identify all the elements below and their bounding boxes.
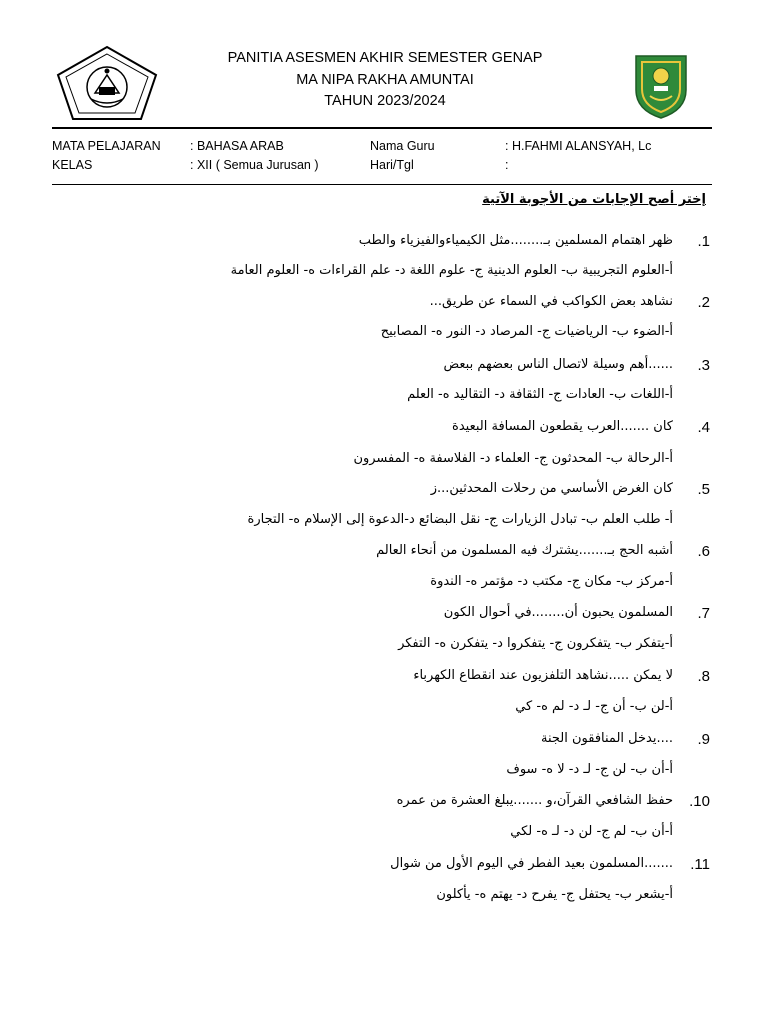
question-number: .6 xyxy=(697,543,710,560)
question-number: .7 xyxy=(697,605,710,622)
instruction-heading: إختر أصح الإجابات من الأجوبة الآتية xyxy=(482,192,706,207)
class-value: : XII ( Semua Jurusan ) xyxy=(190,158,319,172)
question-options: أ-الرحالة ب- المحدثون ج- العلماء د- الفلاسفة ه- المفسرون xyxy=(353,451,673,466)
committee-title: PANITIA ASESMEN AKHIR SEMESTER GENAP xyxy=(227,50,543,66)
question-options: أ-مركز ب- مكان ج- مكتب د- مؤتمر ه- الندوة xyxy=(430,574,673,589)
question-options: أ-لن ب- أن ج- لـ د- لم ه- كي xyxy=(515,699,673,714)
school-name: MA NIPA RAKHA AMUNTAI xyxy=(296,72,474,88)
question-text: لا يمكن .....نشاهد التلفزيون عند انقطاع الكهرباء xyxy=(413,668,673,683)
question-text: حفظ الشافعي القرآن،و .......يبلغ العشرة من عمره xyxy=(396,793,673,808)
class-label: KELAS xyxy=(52,158,93,172)
question-number: .8 xyxy=(697,668,710,685)
question-options: أ-أن ب- لم ج- لن د- لـ ه- لكي xyxy=(510,824,673,839)
header-divider xyxy=(52,127,712,129)
question-number: .2 xyxy=(697,294,710,311)
question-options: أ-العلوم التجريبية ب- العلوم الدينية ج- علوم اللغة د- علم القراءات ه- العلوم العامة xyxy=(230,263,673,278)
question-options: أ-يشعر ب- يحتفل ج- يفرح د- يهتم ه- يأكلون xyxy=(436,887,673,902)
question-number: .3 xyxy=(697,357,710,374)
question-text: ....يدخل المنافقون الجنة xyxy=(541,731,673,746)
subject-label: MATA PELAJARAN xyxy=(52,139,161,153)
question-number: .1 xyxy=(697,233,710,250)
question-options: أ-أن ب- لن ج- لـ د- لا ه- سوف xyxy=(506,762,673,777)
question-text: المسلمون يحبون أن........في أحوال الكون xyxy=(443,605,673,620)
question-text: أشبه الحج بـ.......يشترك فيه المسلمون من أنحاء العالم xyxy=(376,543,673,558)
question-options: أ-الضوء ب- الرياضيات ج- المرصاد د- النور ه- المصابيح xyxy=(380,324,673,339)
question-text: .......المسلمون بعيد الفطر في اليوم الأول من شوال xyxy=(390,856,673,871)
regency-emblem xyxy=(632,52,690,120)
question-options: أ-يتفكر ب- يتفكرون ج- يتفكروا د- يتفكرن ه- التفكر xyxy=(398,636,673,651)
subject-value: : BAHASA ARAB xyxy=(190,139,284,153)
question-text: كان .......العرب يقطعون المسافة البعيدة xyxy=(452,419,673,434)
ministry-logo xyxy=(55,45,159,121)
date-value: : xyxy=(505,158,509,172)
question-number: .10 xyxy=(689,793,710,810)
question-number: .5 xyxy=(697,481,710,498)
academic-year: TAHUN 2023/2024 xyxy=(324,93,446,109)
question-options: أ- طلب العلم ب- تبادل الزيارات ج- نقل البضائع د-الدعوة إلى الإسلام ه- التجارة xyxy=(247,512,673,527)
teacher-value: : H.FAHMI ALANSYAH, Lc xyxy=(505,139,652,153)
question-number: .9 xyxy=(697,731,710,748)
question-text: كان الغرض الأساسي من رحلات المحدثين...ز xyxy=(430,481,673,496)
question-text: ظهر اهتمام المسلمين بـ........مثل الكيمياءوالفيزياء والطب xyxy=(358,233,673,248)
info-divider xyxy=(52,184,712,185)
question-options: أ-اللغات ب- العادات ج- الثقافة د- التقاليد ه- العلم xyxy=(407,387,673,402)
date-label: Hari/Tgl xyxy=(370,158,414,172)
question-number: .11 xyxy=(690,856,710,873)
question-number: .4 xyxy=(697,419,710,436)
question-text: نشاهد بعض الكواكب في السماء عن طريق... xyxy=(429,294,673,309)
question-text: ......أهم وسيلة لاتصال الناس بعضهم ببعض xyxy=(443,357,673,372)
teacher-label: Nama Guru xyxy=(370,139,435,153)
